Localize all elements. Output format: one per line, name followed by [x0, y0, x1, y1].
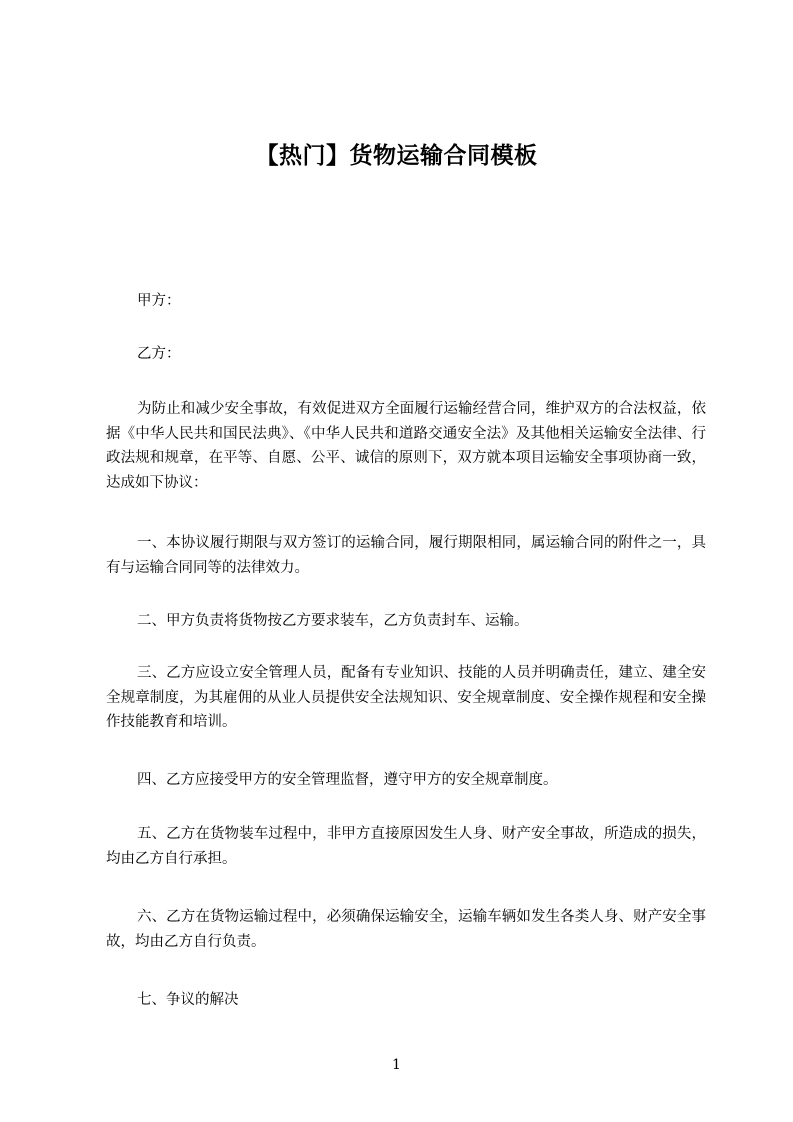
clause-5-paragraph: 五、乙方在货物装车过程中，非甲方直接原因发生人身、财产安全事故，所造成的损失，均由乙方自行承担。 — [106, 826, 706, 867]
party-a-label: 甲方： — [137, 293, 181, 309]
clause-3-paragraph: 三、乙方应设立安全管理人员，配备有专业知识、技能的人员并明确责任，建立、建全安全规章制度，为其雇佣的从业人员提供安全法规知识、安全规章制度、安全操作规程和安全操作技能教育和培训。 — [106, 665, 706, 730]
clause-1-paragraph: 一、本协议履行期限与双方签订的运输合同，履行期限相同，属运输合同的附件之一，具有与运输合同同等的法律效力。 — [106, 535, 706, 576]
document-title: 【热门】货物运输合同模板 — [255, 143, 538, 169]
preamble-paragraph: 为防止和减少安全事故，有效促进双方全面履行运输经营合同，维护双方的合法权益，依据《中华人民共和国民法典》、《中华人民共和道路交通安全法》及其他相关运输安全法律、行政法规和规章，在平等、自愿、公平、诚信的原则下，双方就本项目运输安全事项协商一致，达成如下协议： — [106, 401, 706, 491]
clause-2-paragraph: 二、甲方负责将货物按乙方要求装车，乙方负责封车、运输。 — [137, 613, 529, 629]
party-b-label: 乙方： — [137, 346, 181, 362]
clause-7-heading: 七、争议的解决 — [137, 992, 239, 1008]
clause-4-paragraph: 四、乙方应接受甲方的安全管理监督，遵守甲方的安全规章制度。 — [137, 772, 558, 788]
page-number: 1 — [392, 1057, 401, 1073]
clause-6-paragraph: 六、乙方在货物运输过程中，必须确保运输安全，运输车辆如发生各类人身、财产安全事故，均由乙方自行负责。 — [106, 909, 706, 950]
